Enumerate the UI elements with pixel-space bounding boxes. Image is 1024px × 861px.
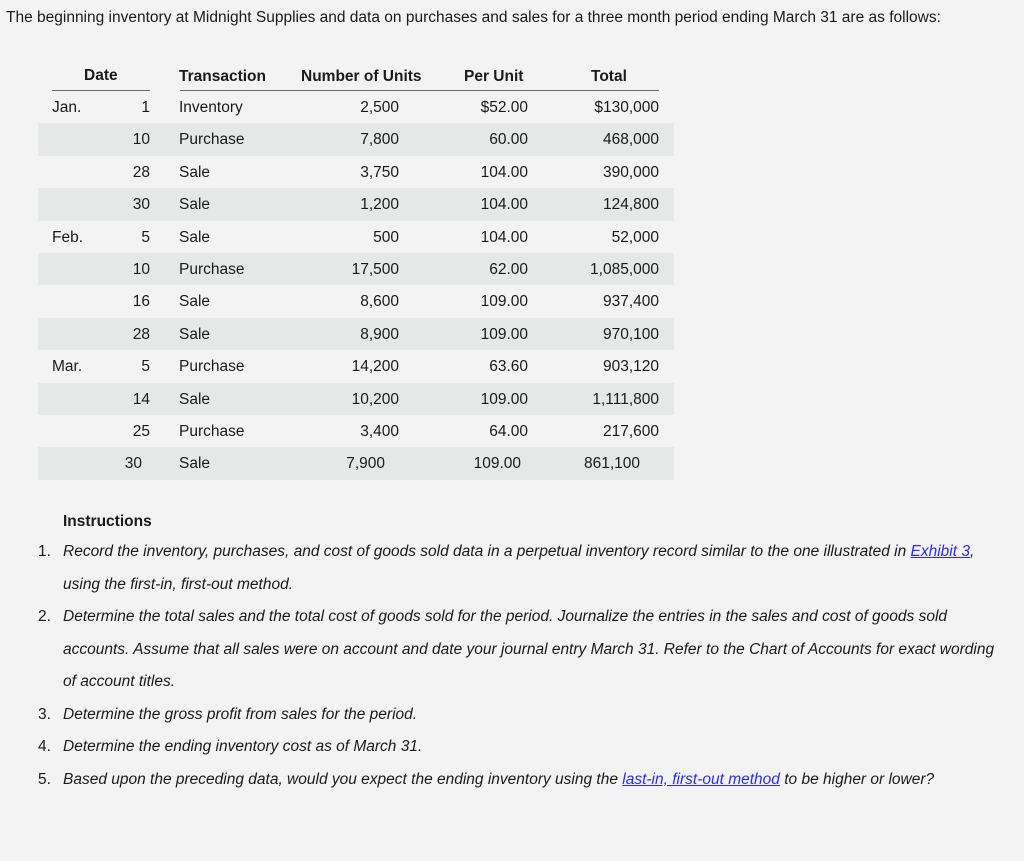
cell-month: Jan. [52, 99, 82, 116]
table-row [38, 350, 674, 382]
cell-day: 10 [132, 260, 150, 278]
table-row [38, 221, 674, 253]
table-row [38, 188, 674, 220]
header-transaction: Transaction [179, 68, 266, 85]
cell-day: 5 [141, 358, 150, 376]
inventory-table [38, 60, 674, 480]
cell-per-unit: $52.00 [480, 99, 528, 116]
cell-total: 52,000 [611, 228, 659, 246]
cell-day: 16 [132, 293, 150, 311]
cell-day: 30 [124, 455, 142, 473]
cell-total: 217,600 [602, 422, 659, 440]
table-row [38, 383, 674, 415]
table-row [38, 447, 674, 479]
cell-per-unit: 63.60 [489, 358, 528, 376]
cell-per-unit: 109.00 [480, 293, 528, 311]
cell-transaction: Sale [179, 325, 211, 343]
cell-transaction: Purchase [179, 358, 245, 376]
header-per-unit: Per Unit [464, 68, 524, 85]
cell-units: 7,900 [346, 455, 385, 473]
cell-per-unit: 104.00 [480, 228, 528, 246]
header-total: Total [591, 68, 627, 85]
cell-total: 1,085,000 [590, 260, 659, 278]
cell-per-unit: 104.00 [480, 163, 528, 181]
instruction-item [0, 536, 1000, 601]
cell-month: Mar. [52, 358, 83, 376]
instruction-number: 5. [38, 770, 51, 788]
cell-day: 5 [141, 228, 150, 246]
cell-total: 937,400 [602, 293, 659, 311]
cell-units: 500 [373, 228, 399, 246]
instruction-number: 2. [38, 608, 51, 625]
instruction-item [0, 699, 1000, 732]
table-row [38, 123, 674, 155]
table-row [38, 318, 674, 350]
table-row [38, 156, 674, 188]
cell-day: 30 [132, 196, 150, 214]
cell-units: 10,200 [351, 390, 399, 408]
cell-total: 903,120 [602, 358, 659, 376]
cell-units: 14,200 [351, 358, 399, 376]
cell-units: 3,400 [360, 422, 399, 440]
cell-per-unit: 60.00 [489, 131, 528, 149]
cell-transaction: Sale [179, 196, 211, 214]
instruction-text: Based upon the preceding data, would you expect the ending inventory using the [63, 770, 623, 788]
instruction-number: 4. [38, 738, 51, 755]
cell-transaction: Sale [179, 293, 211, 311]
cell-day: 28 [132, 325, 150, 343]
cell-per-unit: 64.00 [489, 422, 528, 440]
instructions-list [0, 536, 1000, 796]
cell-transaction: Purchase [179, 131, 245, 149]
table-row [38, 91, 674, 123]
cell-units: 1,200 [360, 196, 399, 214]
cell-transaction: Purchase [179, 422, 245, 440]
instruction-text: Determine the gross profit from sales for the period. [63, 705, 418, 723]
cell-total: 124,800 [602, 196, 659, 214]
cell-day: 10 [132, 131, 150, 149]
cell-day: 28 [132, 163, 150, 181]
cell-transaction: Sale [179, 390, 211, 408]
cell-day: 14 [132, 390, 150, 408]
instruction-number: 1. [38, 543, 51, 560]
cell-units: 7,800 [360, 131, 399, 149]
table-row [38, 285, 674, 317]
cell-per-unit: 109.00 [480, 390, 528, 408]
cell-transaction: Purchase [179, 260, 245, 278]
instruction-text: Record the inventory, purchases, and cost of goods sold data in a perpetual inventory record similar to the one illustrated in [63, 543, 911, 560]
cell-per-unit: 62.00 [489, 260, 528, 278]
cell-day: 25 [132, 422, 150, 440]
intro-text: The beginning inventory at Midnight Supplies and data on purchases and sales for a three month period ending March 31 are as follows: [6, 9, 941, 26]
cell-total: 970,100 [602, 325, 659, 343]
header-date: Date [84, 67, 118, 84]
cell-transaction: Sale [179, 455, 211, 473]
cell-units: 8,600 [360, 293, 399, 311]
cell-transaction: Inventory [179, 99, 243, 116]
cell-total: 861,100 [583, 455, 640, 473]
cell-units: 3,750 [360, 163, 399, 181]
lifo-method-link[interactable]: last-in, first-out method [622, 770, 780, 788]
cell-units: 8,900 [360, 325, 399, 343]
instructions-title: Instructions [63, 513, 152, 530]
table-header [38, 60, 674, 91]
instruction-text: Determine the total sales and the total cost of goods sold for the period. Journalize the entries in the sales and cost of goods sold accounts. Assume that all sales were on account and date your journal entry March 31. Refer to the Chart of Accounts for exact wording of account titles. [63, 608, 995, 690]
cell-per-unit: 109.00 [473, 455, 521, 473]
instruction-item [0, 731, 1000, 764]
cell-month: Feb. [52, 228, 84, 246]
cell-total: 1,111,800 [592, 390, 659, 408]
cell-total: 390,000 [602, 163, 659, 181]
cell-per-unit: 109.00 [480, 325, 528, 343]
instruction-text: , using the first-in, first-out method. [63, 543, 975, 593]
cell-day: 1 [141, 99, 150, 116]
header-units: Number of Units [301, 68, 422, 85]
cell-units: 17,500 [351, 260, 399, 278]
cell-transaction: Sale [179, 228, 211, 246]
cell-total: $130,000 [594, 99, 659, 116]
cell-transaction: Sale [179, 163, 211, 181]
instruction-text: Determine the ending inventory cost as of March 31. [63, 738, 423, 755]
table-row [38, 253, 674, 285]
instruction-text: to be higher or lower? [779, 770, 935, 788]
exhibit-3-link[interactable]: Exhibit 3 [910, 543, 970, 560]
cell-per-unit: 104.00 [480, 196, 528, 214]
instruction-item [0, 764, 1000, 797]
cell-total: 468,000 [602, 131, 659, 149]
table-row [38, 415, 674, 447]
instruction-item [0, 601, 1000, 699]
cell-units: 2,500 [360, 99, 399, 116]
instruction-number: 3. [38, 705, 51, 723]
